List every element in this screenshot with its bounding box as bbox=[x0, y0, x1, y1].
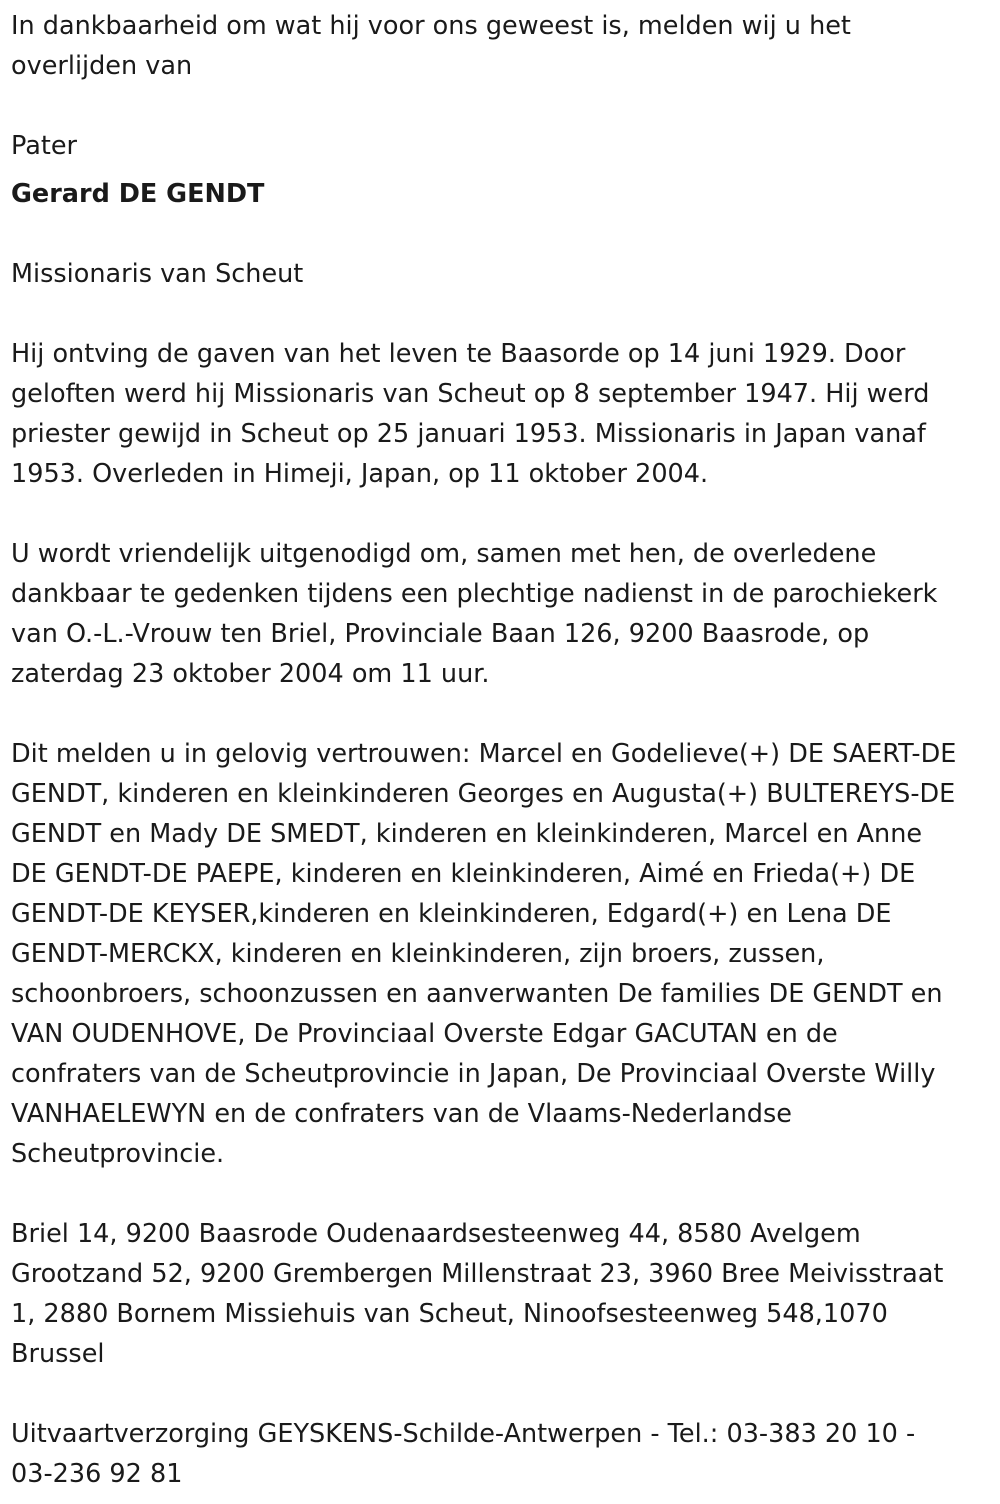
family-line: schoonbroers, schoonzussen en aanverwanten De families DE GENDT en bbox=[11, 979, 943, 1009]
family-line: Scheutprovincie. bbox=[11, 1139, 225, 1169]
address-line: 1, 2880 Bornem Missiehuis van Scheut, Ninoofsesteenweg 548,1070 bbox=[11, 1299, 888, 1329]
invitation-line: van O.-L.-Vrouw ten Briel, Provinciale Baan 126, 9200 Baasrode, op bbox=[11, 619, 870, 649]
role-paragraph bbox=[11, 254, 991, 294]
funeral-service-line: Uitvaartverzorging GEYSKENS-Schilde-Antwerpen - Tel.: 03-383 20 10 - bbox=[11, 1419, 916, 1449]
biography-line: geloften werd hij Missionaris van Scheut op 8 september 1947. Hij werd bbox=[11, 379, 930, 409]
address-line: Brussel bbox=[11, 1339, 105, 1369]
family-line: confraters van de Scheutprovincie in Japan, De Provinciaal Overste Willy bbox=[11, 1059, 936, 1089]
biography-line: 1953. Overleden in Himeji, Japan, op 11 oktober 2004. bbox=[11, 459, 709, 489]
biography-paragraph bbox=[11, 334, 991, 494]
biography-line: Hij ontving de gaven van het leven te Baasorde op 14 juni 1929. Door bbox=[11, 339, 906, 369]
family-line: GENDT, kinderen en kleinkinderen Georges en Augusta(+) BULTEREYS-DE bbox=[11, 779, 956, 809]
family-line: VANHAELEWYN en de confraters van de Vlaams-Nederlandse bbox=[11, 1099, 792, 1129]
deceased-name: Gerard DE GENDT bbox=[11, 179, 265, 209]
invitation-line: dankbaar te gedenken tijdens een plechtige nadienst in de parochiekerk bbox=[11, 579, 938, 609]
role-text: Missionaris van Scheut bbox=[11, 259, 304, 289]
family-line: VAN OUDENHOVE, De Provinciaal Overste Edgar GACUTAN en de bbox=[11, 1019, 838, 1049]
address-line: Briel 14, 9200 Baasrode Oudenaardsesteenweg 44, 8580 Avelgem bbox=[11, 1219, 861, 1249]
invitation-paragraph bbox=[11, 534, 991, 694]
family-line: GENDT-MERCKX, kinderen en kleinkinderen, zijn broers, zussen, bbox=[11, 939, 825, 969]
family-line: GENDT-DE KEYSER,kinderen en kleinkinderen, Edgard(+) en Lena DE bbox=[11, 899, 892, 929]
invitation-line: zaterdag 23 oktober 2004 om 11 uur. bbox=[11, 659, 490, 689]
funeral-service-line: 03-236 92 81 bbox=[11, 1459, 183, 1489]
name-block bbox=[11, 126, 991, 214]
intro-paragraph bbox=[11, 6, 991, 86]
address-line: Grootzand 52, 9200 Grembergen Millenstraat 23, 3960 Bree Meivisstraat bbox=[11, 1259, 944, 1289]
family-paragraph bbox=[11, 734, 991, 1174]
family-line: DE GENDT-DE PAEPE, kinderen en kleinkinderen, Aimé en Frieda(+) DE bbox=[11, 859, 916, 889]
biography-line: priester gewijd in Scheut op 25 januari 1953. Missionaris in Japan vanaf bbox=[11, 419, 926, 449]
honorific-title: Pater bbox=[11, 131, 78, 161]
intro-line: overlijden van bbox=[11, 51, 193, 81]
intro-line: In dankbaarheid om wat hij voor ons geweest is, melden wij u het bbox=[11, 11, 851, 41]
obituary-document bbox=[11, 6, 991, 1494]
family-line: Dit melden u in gelovig vertrouwen: Marcel en Godelieve(+) DE SAERT-DE bbox=[11, 739, 957, 769]
family-line: GENDT en Mady DE SMEDT, kinderen en kleinkinderen, Marcel en Anne bbox=[11, 819, 923, 849]
invitation-line: U wordt vriendelijk uitgenodigd om, samen met hen, de overledene bbox=[11, 539, 877, 569]
addresses-paragraph bbox=[11, 1214, 991, 1374]
funeral-service-paragraph bbox=[11, 1414, 991, 1494]
